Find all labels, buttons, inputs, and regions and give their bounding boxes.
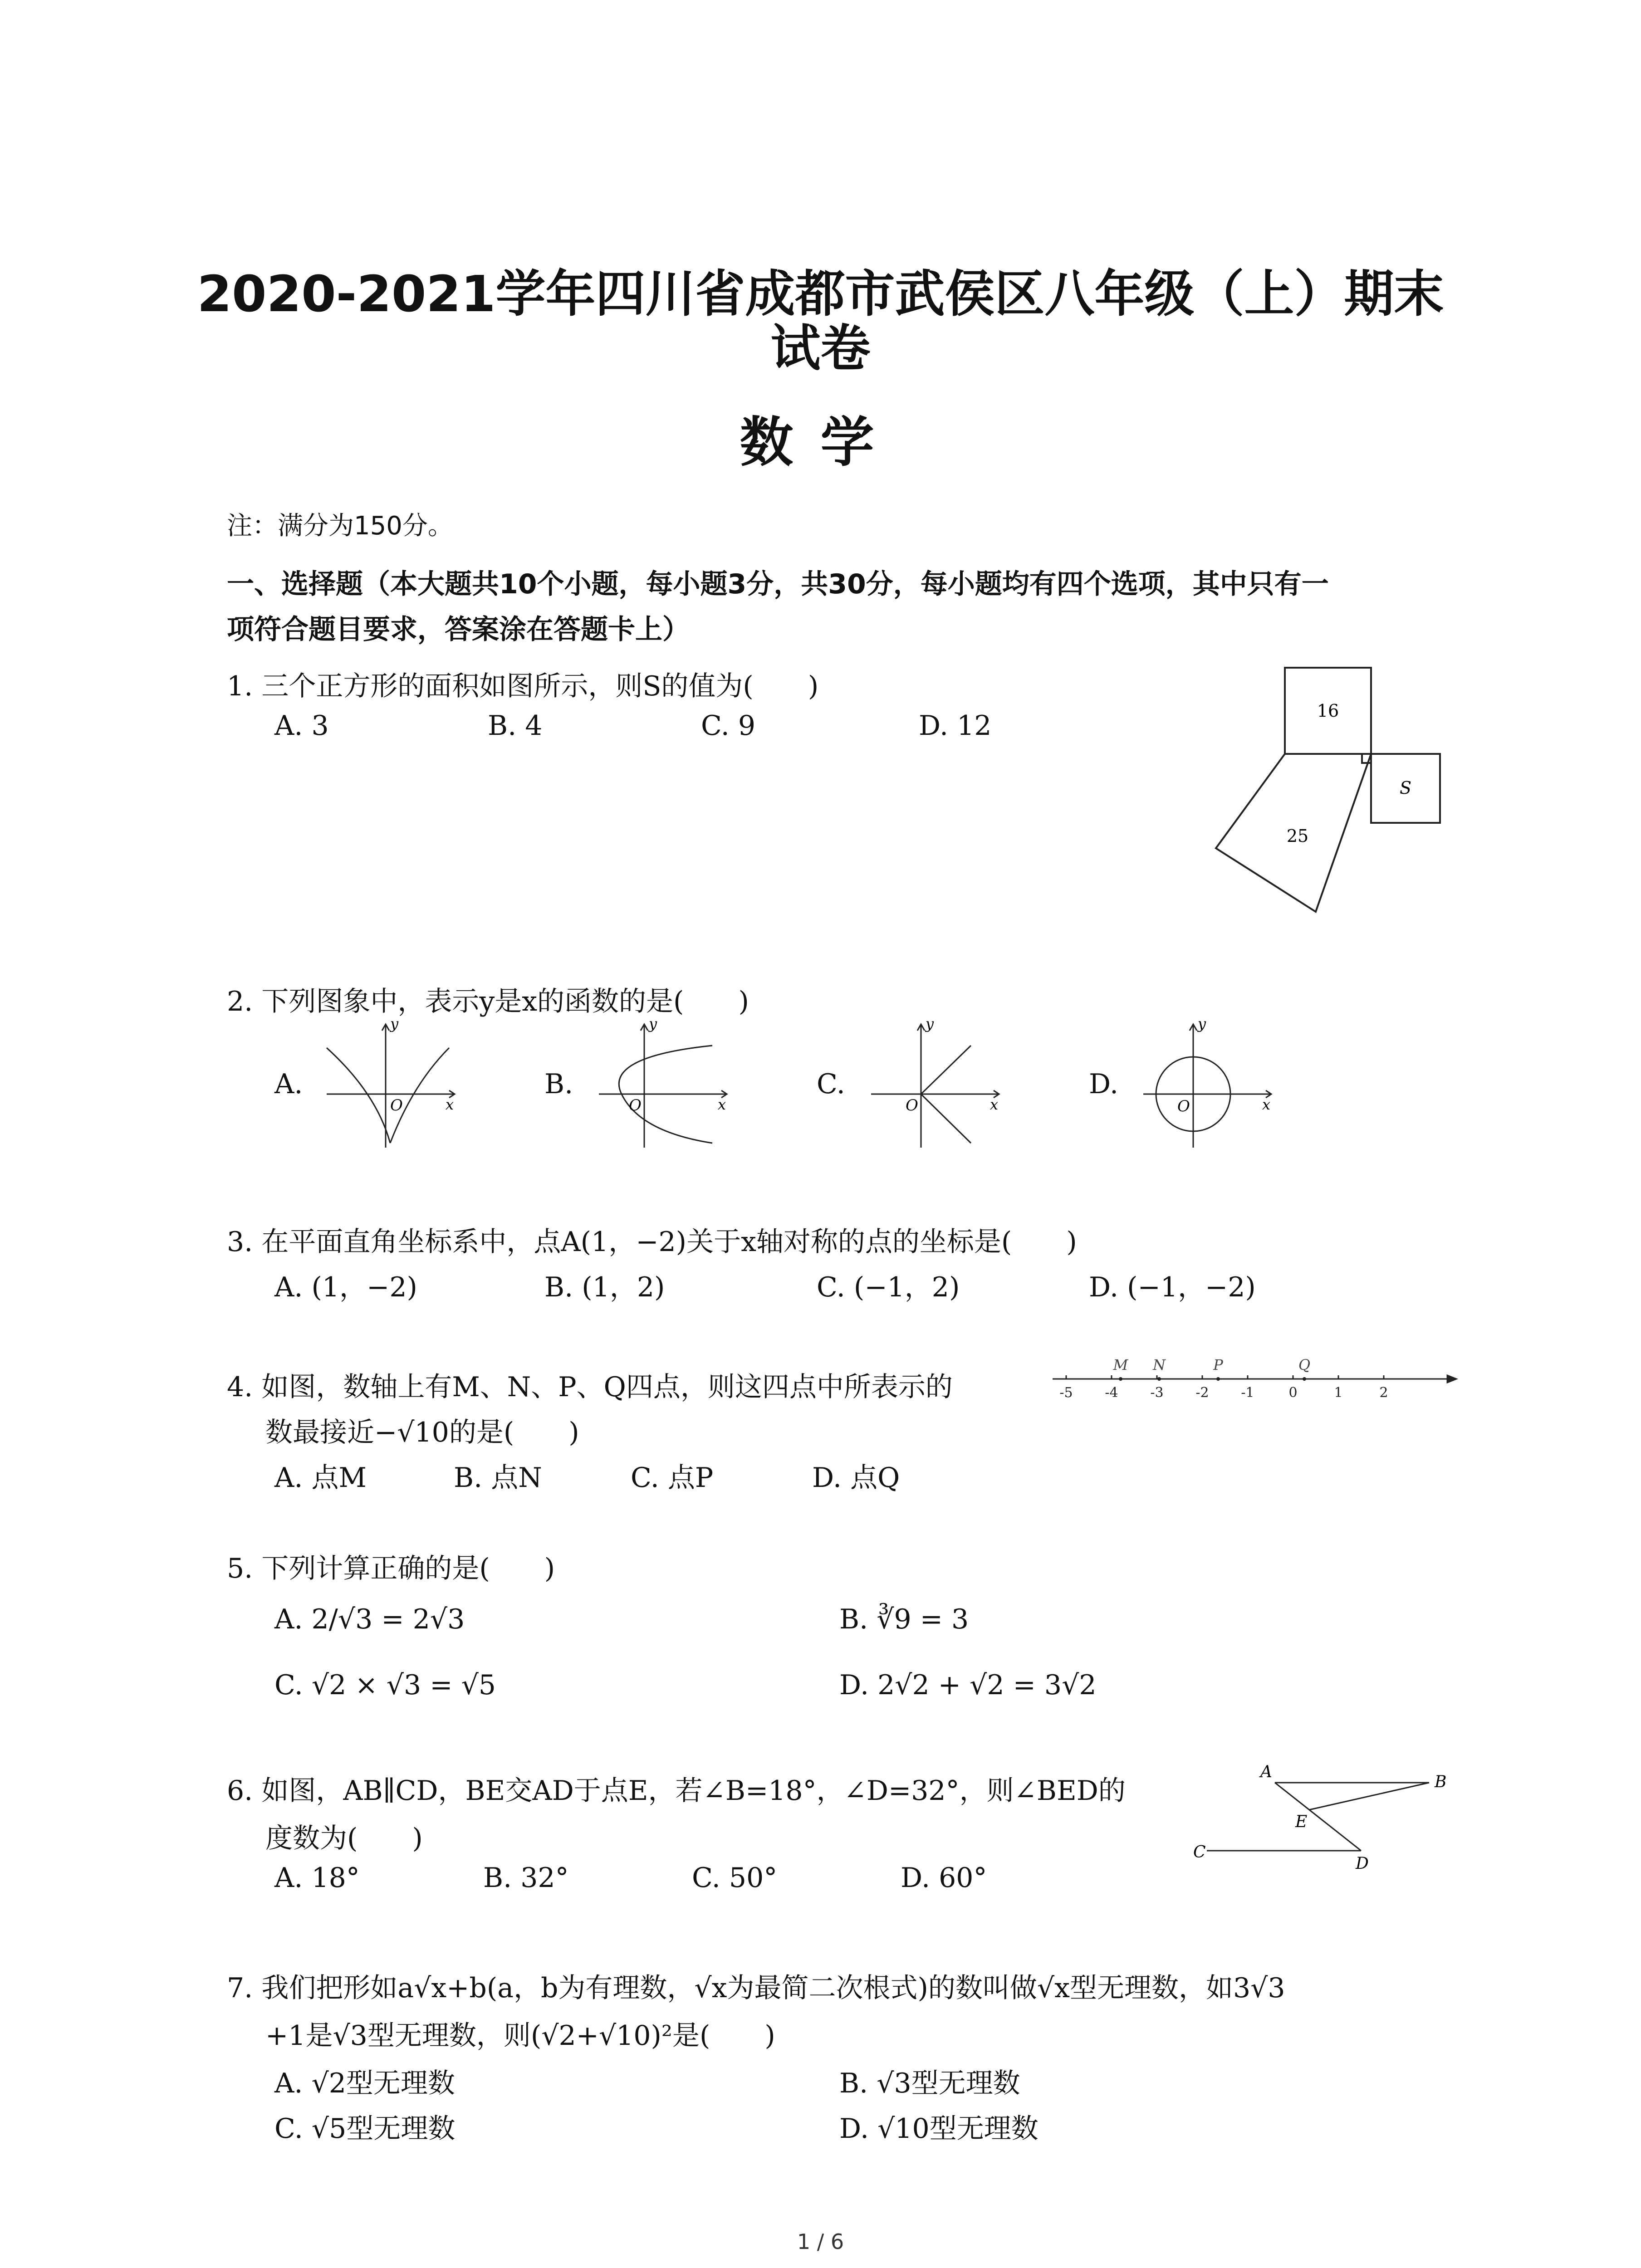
question-7-stem-line2: +1是√3型无理数，则(√2+√10)²是( ) [265,2020,775,2052]
label-d: D [1356,1854,1369,1873]
q1-option-a: A. 3 [274,710,329,742]
y-label: y [649,1016,657,1032]
label-a: A [1260,1763,1272,1781]
q1-squares-figure [1202,658,1456,930]
q2-graph-b [590,1016,740,1152]
score-note: 注：满分为150分。 [227,511,453,541]
question-6-stem-line2: 度数为( ) [265,1823,423,1854]
q7-option-a: A. √2型无理数 [274,2068,455,2099]
curve-left [327,1048,390,1143]
q4-option-b: B. 点N [454,1462,542,1494]
q5-option-d: D. 2√2 + √2 = 3√2 [839,1669,1097,1701]
q5-option-b: B. ∛9 = 3 [839,1603,969,1635]
tick-label: -2 [1195,1385,1209,1401]
q2-option-a: A. [274,1068,303,1100]
point-label-q: Q [1298,1356,1311,1374]
origin-label: O [1177,1097,1190,1115]
q6-option-a: A. 18° [274,1862,360,1894]
q7-option-d: D. √10型无理数 [839,2113,1038,2145]
q1-option-b: B. 4 [488,710,543,742]
point-n [1157,1377,1161,1381]
label-s: S [1399,778,1412,798]
tick-label: -1 [1241,1385,1254,1401]
q4-option-a: A. 点M [274,1462,367,1494]
line-ad [1275,1783,1361,1851]
tick-label: 0 [1288,1385,1298,1401]
curve-right [390,1048,449,1143]
q2-graph-a [318,1016,467,1152]
question-5-stem: 5. 下列计算正确的是( ) [227,1553,555,1584]
q2-graph-d [1134,1016,1284,1152]
q7-option-c: C. √5型无理数 [274,2113,456,2145]
q2-option-d: D. [1089,1068,1119,1100]
label-b: B [1435,1773,1447,1791]
ray-down [921,1094,971,1143]
ray-up [921,1046,971,1094]
q5-option-a: A. 2/√3 = 2√3 [274,1603,465,1635]
question-1-stem: 1. 三个正方形的面积如图所示，则S的值为( ) [227,670,819,702]
q6-option-b: B. 32° [483,1862,569,1894]
q4-option-c: C. 点P [631,1462,714,1494]
question-7-stem-line1: 7. 我们把形如a√x+b(a，b为有理数，√x为最简二次根式)的数叫做√x型无理数，如3√3 [227,1972,1285,2004]
origin-label: O [906,1096,918,1114]
point-label-n: N [1153,1356,1166,1374]
subject-title: 数学 [740,411,901,474]
q6-option-d: D. 60° [901,1862,987,1894]
point-m [1119,1377,1122,1381]
exam-title-line1: 2020-2021学年四川省成都市武侯区八年级（上）期末 [197,265,1444,323]
origin-label: O [629,1096,642,1114]
question-2-stem: 2. 下列图象中，表示y是x的函数的是( ) [227,986,749,1017]
q4-number-line [1043,1352,1465,1420]
q1-option-c: C. 9 [701,710,756,742]
x-label: x [1262,1096,1271,1113]
q7-option-b: B. √3型无理数 [839,2068,1020,2099]
tick-label: 2 [1379,1385,1388,1401]
point-label-p: P [1213,1356,1223,1374]
point-p [1216,1377,1220,1381]
q1-option-d: D. 12 [919,710,992,742]
q2-graph-c [862,1016,1012,1152]
question-3-stem: 3. 在平面直角坐标系中，点A(1，−2)关于x轴对称的点的坐标是( ) [227,1226,1077,1258]
question-6-stem-line1: 6. 如图，AB∥CD，BE交AD于点E，若∠B=18°，∠D=32°，则∠BED的 [227,1775,1126,1807]
x-label: x [990,1096,999,1113]
q6-parallel-lines-figure [1180,1760,1470,1873]
label-25: 25 [1286,826,1309,846]
y-label: y [1198,1016,1206,1032]
axis-arrow [1447,1375,1456,1383]
q2-option-c: C. [817,1068,845,1100]
origin-label: O [390,1096,403,1114]
tick-label: 1 [1334,1385,1343,1401]
q3-option-c: C. (−1，2) [817,1271,960,1303]
label-e: E [1295,1813,1308,1831]
q3-option-d: D. (−1，−2) [1089,1271,1256,1303]
exam-title-line2: 试卷 [770,319,871,377]
q2-option-b: B. [544,1068,573,1100]
x-label: x [718,1096,726,1113]
label-16: 16 [1317,701,1339,721]
q3-option-a: A. (1，−2) [274,1271,417,1303]
y-label: y [390,1016,399,1032]
section-header-line2: 项符合题目要求，答案涂在答题卡上） [227,614,690,645]
q5-option-c: C. √2 × √3 = √5 [274,1669,496,1701]
page-number: 1 / 6 [797,2229,844,2254]
line-be [1309,1783,1429,1810]
q6-option-c: C. 50° [692,1862,778,1894]
tick-label: -3 [1150,1385,1164,1401]
section-header-line1: 一、选择题（本大题共10个小题，每小题3分，共30分，每小题均有四个选项，其中只有一 [227,568,1329,600]
tick-label: -4 [1105,1385,1118,1401]
question-4-stem-line2: 数最接近−√10的是( ) [265,1417,579,1448]
question-4-stem-line1: 4. 如图，数轴上有M、N、P、Q四点，则这四点中所表示的 [227,1371,953,1403]
label-c: C [1193,1843,1206,1862]
point-label-m: M [1113,1356,1128,1374]
point-q [1303,1377,1306,1381]
q3-option-b: B. (1，2) [544,1271,665,1303]
tick-label: -5 [1059,1385,1073,1401]
q4-option-d: D. 点Q [812,1462,900,1494]
x-label: x [446,1096,454,1113]
y-label: y [926,1016,934,1032]
